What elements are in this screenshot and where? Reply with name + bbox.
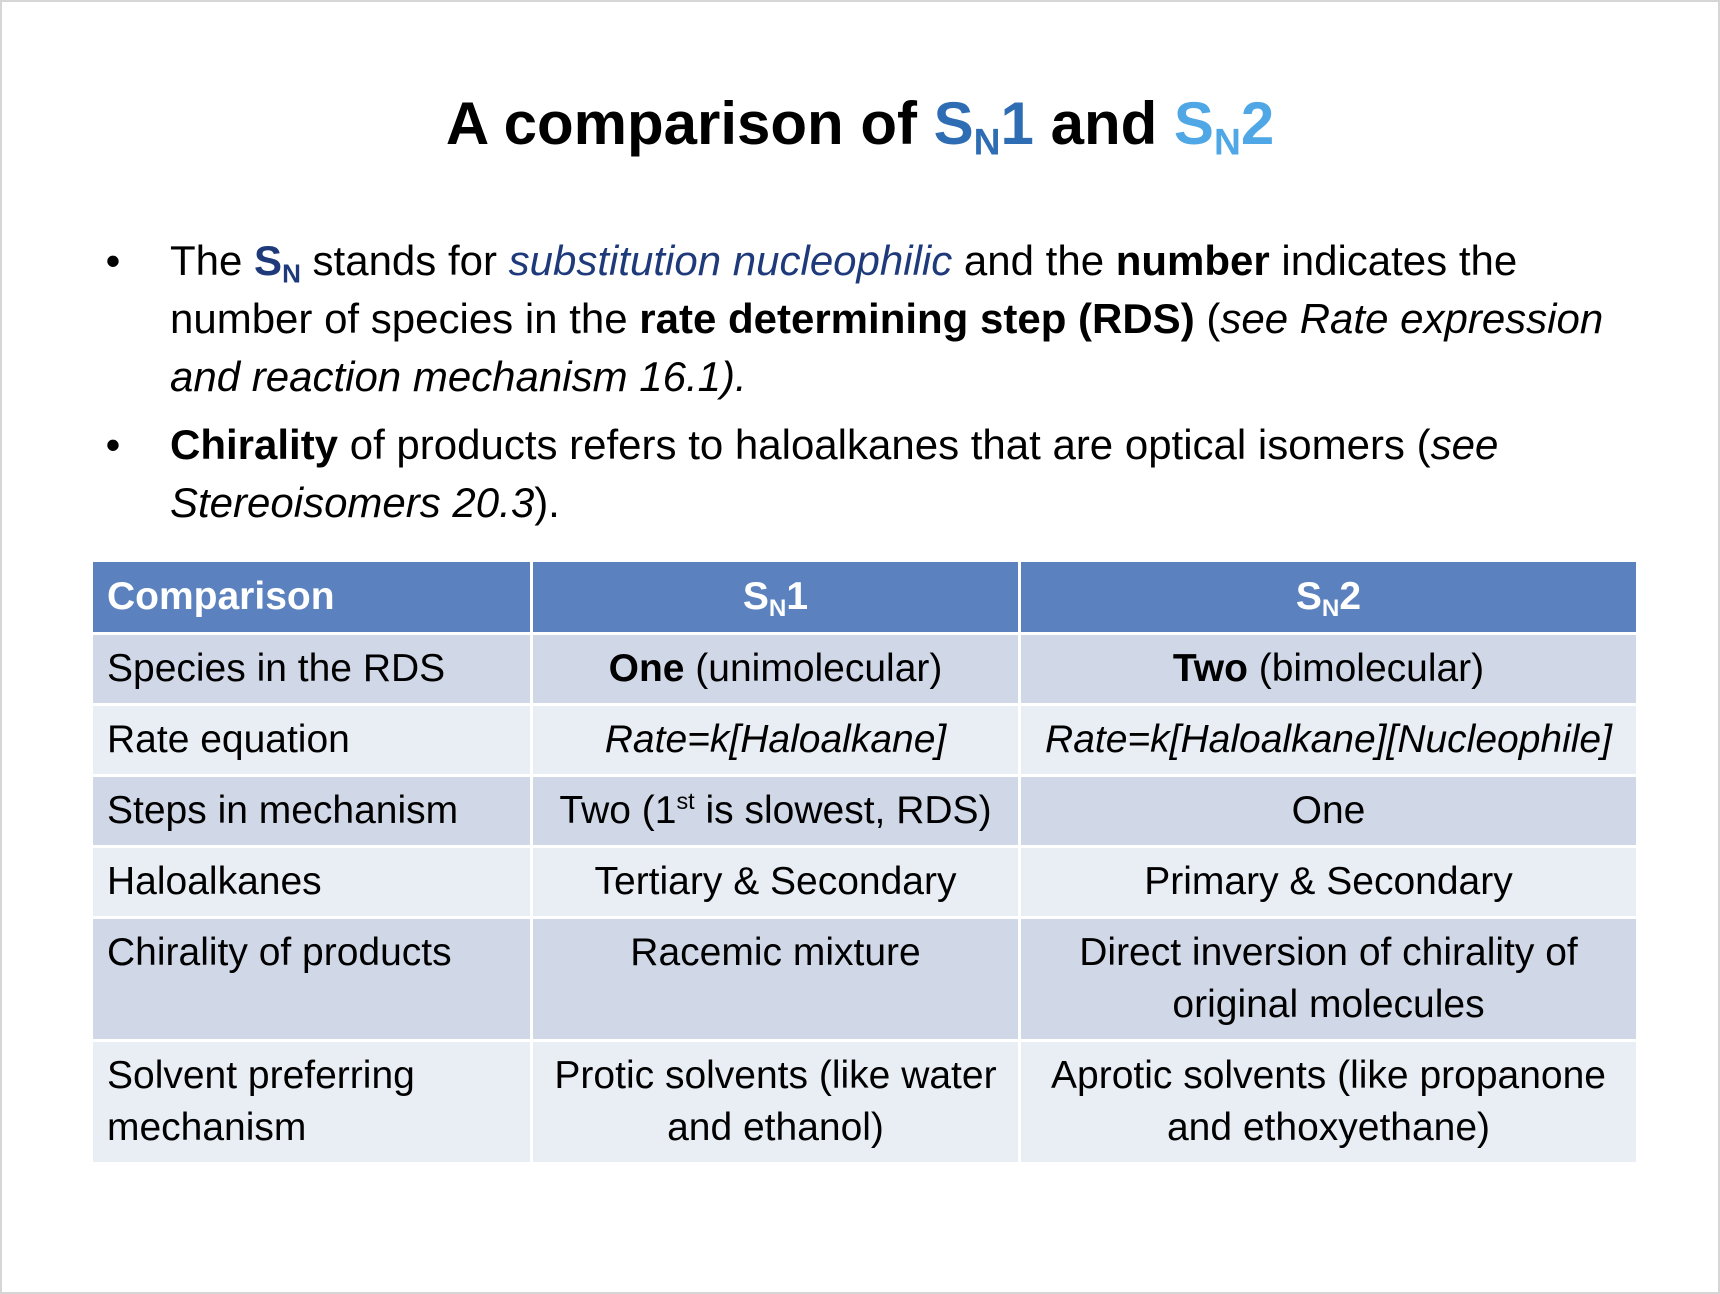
- cell-sn2-bold: Two: [1172, 647, 1248, 690]
- bullet-sn-meaning: [98, 232, 1638, 406]
- cell-sn1: [532, 776, 1020, 847]
- title-sn2-num: 2: [1240, 90, 1275, 157]
- cell-sn2: Primary & Secondary: [1020, 847, 1638, 918]
- bullet-marker: •: [105, 421, 121, 468]
- table-row: [92, 918, 1638, 1041]
- cell-sn1: Racemic mixture: [532, 918, 1020, 1041]
- cell-sn1-b: is slowest, RDS): [694, 789, 992, 832]
- comparison-table: [90, 559, 1639, 1165]
- header-sn1-num: 1: [786, 575, 809, 618]
- cell-sn1: Protic solvents (like water and ethanol): [532, 1041, 1020, 1164]
- b1-italic-term: substitution nucleophilic: [508, 237, 953, 284]
- b2-italic-ref: see Stereoisomers 20.3: [170, 421, 1499, 526]
- row-label: Species in the RDS: [92, 634, 532, 705]
- bullet-list: [98, 232, 1638, 542]
- b1-text-1: The: [170, 237, 255, 284]
- title-sn1-s: S: [933, 90, 974, 157]
- table-row: [92, 847, 1638, 918]
- table-row: [92, 705, 1638, 776]
- table-row: [92, 776, 1638, 847]
- cell-sn1: Tertiary & Secondary: [532, 847, 1020, 918]
- cell-sn1-rest: (unimolecular): [684, 647, 943, 690]
- title-sn2-s: S: [1173, 90, 1214, 157]
- cell-sn1-sup: st: [676, 787, 695, 814]
- b1-sn-sub: N: [282, 258, 301, 289]
- cell-sn2-rest: (bimolecular): [1247, 647, 1485, 690]
- cell-sn2: One: [1020, 776, 1638, 847]
- row-label: Solvent preferring mechanism: [92, 1041, 532, 1164]
- title-sn2-sub: N: [1213, 120, 1241, 163]
- cell-sn2: Aprotic solvents (like propanone and ethoxyethane): [1020, 1041, 1638, 1164]
- b1-text-3: and the: [952, 237, 1116, 284]
- title-sn1: [933, 90, 1034, 163]
- title-middle: and: [1033, 90, 1174, 157]
- title-sn2: [1173, 90, 1275, 163]
- header-sn2-sub: N: [1321, 594, 1340, 622]
- table-row: [92, 1041, 1638, 1164]
- cell-sn1: Rate=k[Haloalkane]: [532, 705, 1020, 776]
- b1-text-5: (: [1194, 295, 1221, 342]
- cell-sn1-bold: One: [608, 647, 685, 690]
- header-sn1: [532, 561, 1020, 634]
- cell-sn2: [1020, 634, 1638, 705]
- header-comparison: Comparison: [92, 561, 532, 634]
- cell-sn2: Rate=k[Haloalkane][Nucleophile]: [1020, 705, 1638, 776]
- row-label: Chirality of products: [92, 918, 532, 1041]
- slide-title: [2, 84, 1718, 164]
- b1-bold-number: number: [1115, 237, 1270, 284]
- row-label: Rate equation: [92, 705, 532, 776]
- title-prefix: A comparison of: [445, 90, 934, 157]
- b1-sn: [254, 237, 301, 289]
- title-sn1-num: 1: [1000, 90, 1034, 157]
- cell-sn1-a: Two (1: [559, 789, 677, 832]
- b1-text-2: stands for: [300, 237, 509, 284]
- header-sn2-s: S: [1295, 575, 1322, 618]
- b1-text-4: indicates the number of species in the: [170, 237, 1518, 342]
- b1-italic-ref: see Rate expression and reaction mechanism 16.1).: [170, 295, 1604, 400]
- header-sn1-sub: N: [768, 594, 787, 622]
- row-label: Haloalkanes: [92, 847, 532, 918]
- cell-sn2: Direct inversion of chirality of original molecules: [1020, 918, 1638, 1041]
- bullet-marker: •: [105, 237, 121, 284]
- table-header-row: [92, 561, 1638, 634]
- header-sn1-s: S: [742, 575, 769, 618]
- b2-text-1: of products refers to haloalkanes that are optical isomers (: [338, 421, 1431, 468]
- b2-text-2: ).: [534, 479, 560, 526]
- b1-sn-s: S: [254, 237, 283, 284]
- b2-bold-chirality: Chirality: [170, 421, 339, 468]
- header-sn2-num: 2: [1339, 575, 1362, 618]
- table-row: [92, 634, 1638, 705]
- title-sn1-sub: N: [973, 120, 1001, 163]
- bullet-chirality: [98, 416, 1638, 532]
- header-sn2: [1020, 561, 1638, 634]
- b1-bold-rds: rate determining step (RDS): [639, 295, 1195, 342]
- cell-sn1: [532, 634, 1020, 705]
- row-label: Steps in mechanism: [92, 776, 532, 847]
